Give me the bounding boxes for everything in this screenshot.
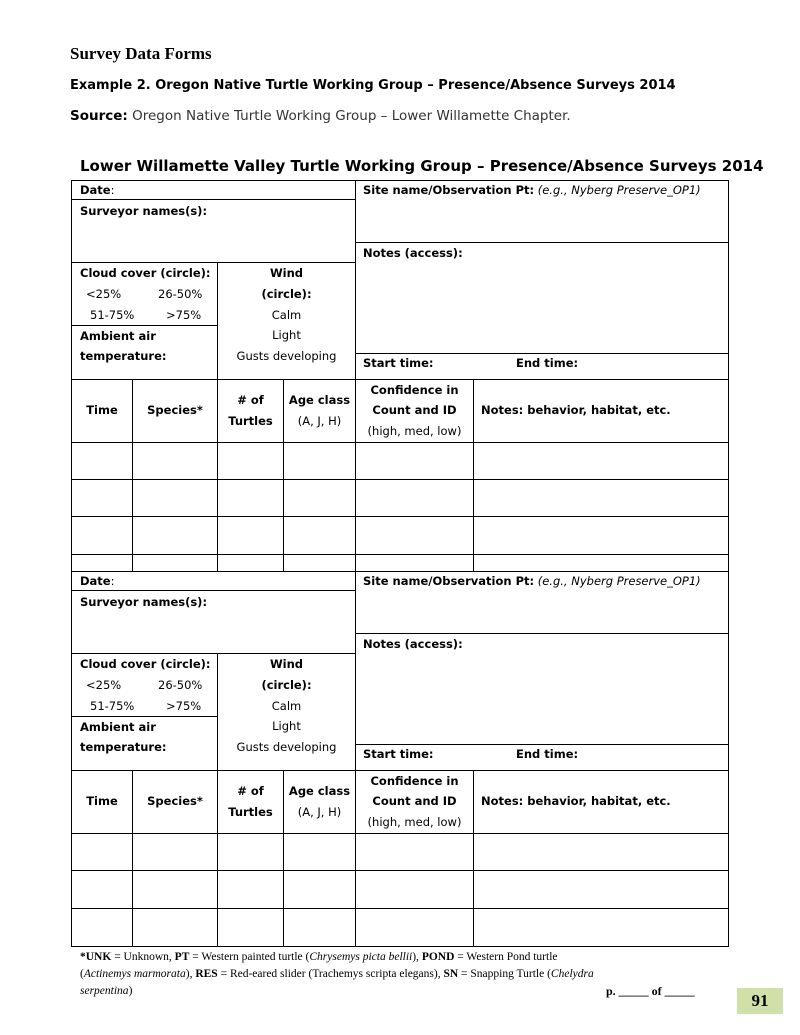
start-time-label: Start time:	[363, 356, 434, 370]
col-confidence-scale: (high, med, low)	[367, 424, 462, 438]
temperature-label: temperature:	[80, 349, 167, 363]
species-footnote: *UNK = Unknown, PT = Western painted turtle (Chrysemys picta bellii), POND = Western Pond turtle (Actinemys marmorata), RES = Red-eared slider (Trachemys scripta elegans), SN = Snapping Turtle (Chelydra serpentina)	[80, 951, 594, 997]
date-field-label: Date:	[80, 574, 115, 588]
wind-label: Wind	[269, 266, 304, 280]
cloud-option-lt25: <25%	[86, 678, 122, 692]
surveyor-names-label: Surveyor names(s):	[80, 595, 208, 609]
page-title: Survey Data Forms	[70, 44, 212, 63]
end-time-label: End time:	[516, 747, 579, 761]
col-confidence-header: Confidence in	[370, 774, 459, 788]
end-time-label: End time:	[516, 356, 579, 370]
wind-label: Wind	[269, 657, 304, 671]
example-subtitle: Example 2. Oregon Native Turtle Working Group – Presence/Absence Surveys 2014	[70, 78, 676, 93]
wind-option-light: Light	[272, 328, 301, 342]
col-age-class-header: Age class	[288, 393, 351, 407]
wind-circle-label: (circle):	[261, 287, 312, 301]
ambient-air-label: Ambient air	[80, 329, 156, 343]
wind-option-gusts: Gusts developing	[236, 740, 337, 754]
col-num-turtles-header-2: Turtles	[228, 805, 273, 819]
notes-access-label: Notes (access):	[363, 637, 463, 651]
wind-option-light: Light	[272, 719, 301, 733]
cloud-cover-label: Cloud cover (circle):	[80, 266, 211, 280]
col-age-class-codes: (A, J, H)	[297, 805, 342, 819]
wind-circle-label: (circle):	[261, 678, 312, 692]
col-time-header: Time	[86, 403, 118, 417]
start-time-label: Start time:	[363, 747, 434, 761]
cloud-option-51-75: 51-75%	[90, 308, 135, 322]
col-num-turtles-header-2: Turtles	[228, 414, 273, 428]
col-num-turtles-header: # of	[237, 784, 264, 798]
col-confidence-scale: (high, med, low)	[367, 815, 462, 829]
form-title: Lower Willamette Valley Turtle Working Group – Presence/Absence Surveys 2014	[80, 157, 764, 175]
cloud-option-26-50: 26-50%	[158, 678, 203, 692]
col-confidence-header: Confidence in	[370, 383, 459, 397]
ambient-air-label: Ambient air	[80, 720, 156, 734]
site-name-label: Site name/Observation Pt: (e.g., Nyberg Preserve_OP1)	[363, 574, 701, 588]
col-confidence-header-2: Count and ID	[372, 403, 457, 417]
surveyor-names-label: Surveyor names(s):	[80, 204, 208, 218]
col-notes-header: Notes: behavior, habitat, etc.	[481, 794, 671, 808]
temperature-label: temperature:	[80, 740, 167, 754]
wind-option-calm: Calm	[271, 308, 302, 322]
source-line	[70, 108, 571, 124]
col-age-class-header: Age class	[288, 784, 351, 798]
cloud-option-26-50: 26-50%	[158, 287, 203, 301]
source-label: Source:	[70, 108, 128, 124]
cloud-option-gt75: >75%	[166, 699, 202, 713]
col-species-header: Species*	[147, 794, 203, 808]
date-field-label: Date:	[80, 183, 115, 197]
page-of-pages: p. _____ of _____	[606, 984, 695, 998]
cloud-option-lt25: <25%	[86, 287, 122, 301]
wind-option-calm: Calm	[271, 699, 302, 713]
cloud-cover-label: Cloud cover (circle):	[80, 657, 211, 671]
cloud-option-gt75: >75%	[166, 308, 202, 322]
col-confidence-header-2: Count and ID	[372, 794, 457, 808]
notes-access-label: Notes (access):	[363, 246, 463, 260]
col-species-header: Species*	[147, 403, 203, 417]
col-age-class-codes: (A, J, H)	[297, 414, 342, 428]
col-num-turtles-header: # of	[237, 393, 264, 407]
col-notes-header: Notes: behavior, habitat, etc.	[481, 403, 671, 417]
col-time-header: Time	[86, 794, 118, 808]
wind-option-gusts: Gusts developing	[236, 349, 337, 363]
cloud-option-51-75: 51-75%	[90, 699, 135, 713]
source-text: Oregon Native Turtle Working Group – Lower Willamette Chapter.	[132, 108, 571, 124]
site-name-label: Site name/Observation Pt: (e.g., Nyberg Preserve_OP1)	[363, 183, 701, 197]
page-number: 91	[737, 988, 783, 1014]
